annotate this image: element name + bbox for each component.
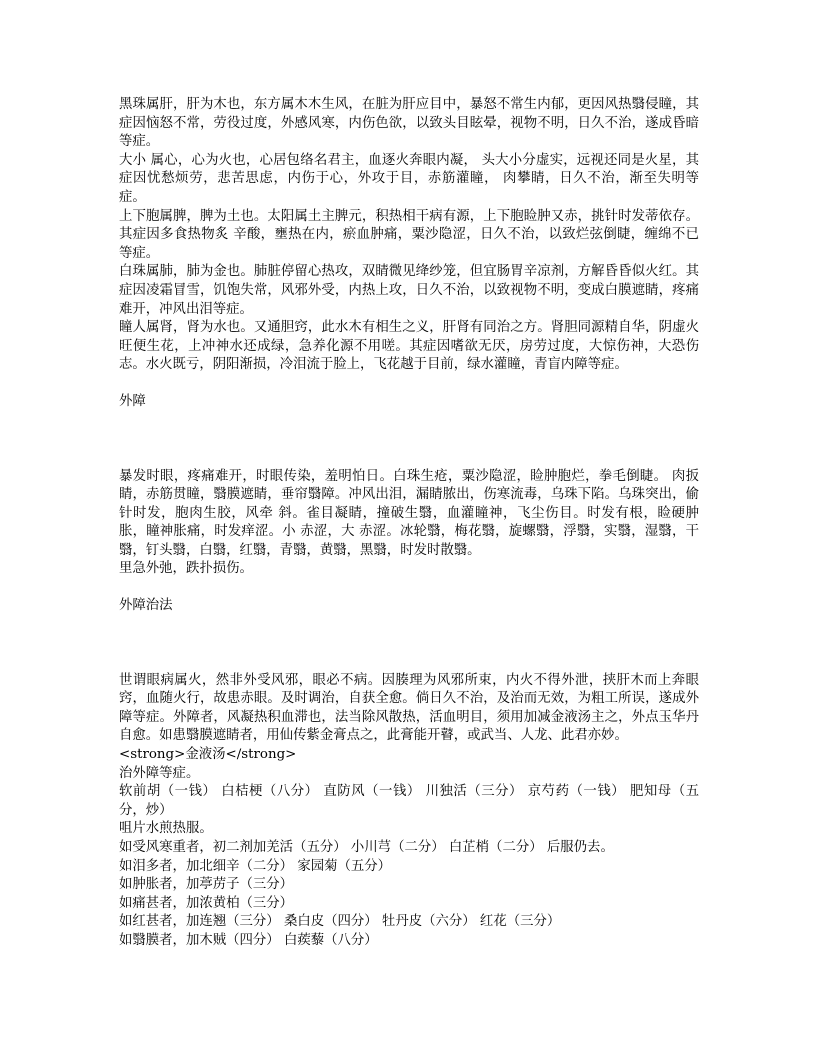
formula-line-pain: 如痛甚者，加浓黄柏（三分） xyxy=(119,895,294,911)
formula-line-swelling: 如肿胀者，加葶苈子（三分） xyxy=(119,877,294,893)
formula-line-tearing: 如泪多者，加北细辛（二分） 家园菊（五分） xyxy=(119,858,392,874)
section-external-treatment xyxy=(119,672,699,951)
formula-title: <strong>金液汤</strong> xyxy=(119,747,297,763)
section-organ-correspondence xyxy=(119,96,699,375)
paragraph-black-pupil-liver: 黑珠属肝，肝为木也，东方属木木生风，在脏为肝应目中，暴怒不常生内郁，更因风热翳侵瞳，其症因恼怒不常，劳役过度，外感风寒，内伤色欲，以致头目眩晕，视物不明，日久不治，遂成昏暗等症。 xyxy=(119,97,699,150)
heading-external-obstruction: 外障 xyxy=(119,393,146,409)
paragraph-pupil-kidney: 瞳人属肾，肾为水也。又通胆窍，此水木有相生之义，肝肾有同治之方。肾胆同源精自华，阴虚火旺便生花，上冲神水还成绿，急养化源不用嗟。其症因嗜欲无厌，房劳过度，大惊伤神，大恐伤志。水火既亏，阴阳渐损，冷泪流于脸上，飞花越于目前，绿水灌瞳，青盲内障等症。 xyxy=(119,320,699,373)
paragraph-external-symptoms: 暴发时眼，疼痛难开，时眼传染，羞明怕日。白珠生疮，粟沙隐涩，睑肿胞烂，拳毛倒睫。 肉扳睛，赤筋贯瞳，翳膜遮睛，垂帘翳障。冲风出泪，漏睛脓出，伤寒流毒，乌珠下陷。乌珠突出，偷针时发，胞肉生胶，风牵 斜。雀目凝睛，撞破生翳，血灌瞳神，飞尘伤目。时发有根，睑硬肿胀，瞳神胀痛，时发痒涩。小 赤涩，大 赤涩。冰轮翳，梅花翳，旋螺翳，浮翳，实翳，湿翳，干翳，钉头翳，白翳，红翳，青翳，黄翳，黑翳，时发时散翳。 xyxy=(119,468,699,558)
formula-line-preparation: 咀片水煎热服。 xyxy=(119,821,213,837)
paragraph-canthus-heart: 大小 属心，心为火也，心居包络名君主，血逐火奔眼内凝， 头大小分虚实，远视还同是火星，其症因忧愁烦劳，悲苦思虑，内伤于心，外攻于目，赤筋灌瞳， 肉攀睛，日久不治，渐至失明等症。 xyxy=(119,152,699,205)
paragraph-eyelid-spleen: 上下胞属脾，脾为土也。太阳属土主脾元，积热相干病有源，上下胞睑肿又赤，挑针时发蒂依存。其症因多食热物炙 辛酸，壅热在内，瘀血肿痛，粟沙隐涩，日久不治，以致烂弦倒睫，缠绵不已等症。 xyxy=(119,208,699,261)
section-external-obstruction xyxy=(119,468,699,580)
formula-line-indication: 治外障等症。 xyxy=(119,765,200,781)
formula-line-ingredients: 软前胡（一钱） 白桔梗（八分） 直防风（一钱） 川独活（三分） 京芍药（一钱） 肥知母（五分，炒） xyxy=(119,784,699,818)
paragraph-treatment-theory: 世谓眼病属火，然非外受风邪，眼必不病。因腠理为风邪所束，内火不得外泄，挟肝木而上奔眼窍，血随火行，故患赤眼。及时调治，自获全愈。倘日久不治，及治而无效，为粗工所误，遂成外障等症。外障者，风凝热积血滞也，法当除风散热，活血明目，须用加减金液汤主之，外点玉华丹自愈。如患翳膜遮睛者，用仙传紫金膏点之，此膏能开瞽，或武当、人龙、此君亦妙。 xyxy=(119,672,699,744)
formula-line-wind-cold: 如受风寒重者，初二剂加羌活（五分） 小川芎（二分） 白芷梢（二分） 后服仍去。 xyxy=(119,840,614,855)
formula-line-redness: 如红甚者，加连翘（三分） 桑白皮（四分） 牡丹皮（六分） 红花（三分） xyxy=(119,914,561,930)
paragraph-white-sclera-lung: 白珠属肺，肺为金也。肺脏停留心热攻，双睛微见绛纱笼，但宜肠胃辛凉剂，方解昏昏似火红。其症因凌霜冒雪，饥饱失常，风邪外受，内热上攻，日久不治，以致视物不明，变成白膜遮睛，疼痛难开，冲风出泪等症。 xyxy=(119,264,699,317)
paragraph-injury: 里急外弛，跌扑损伤。 xyxy=(119,561,253,577)
document-page xyxy=(119,96,699,951)
heading-external-treatment: 外障治法 xyxy=(119,598,173,614)
formula-line-membrane: 如翳膜者，加木贼（四分） 白蒺藜（八分） xyxy=(119,932,378,948)
